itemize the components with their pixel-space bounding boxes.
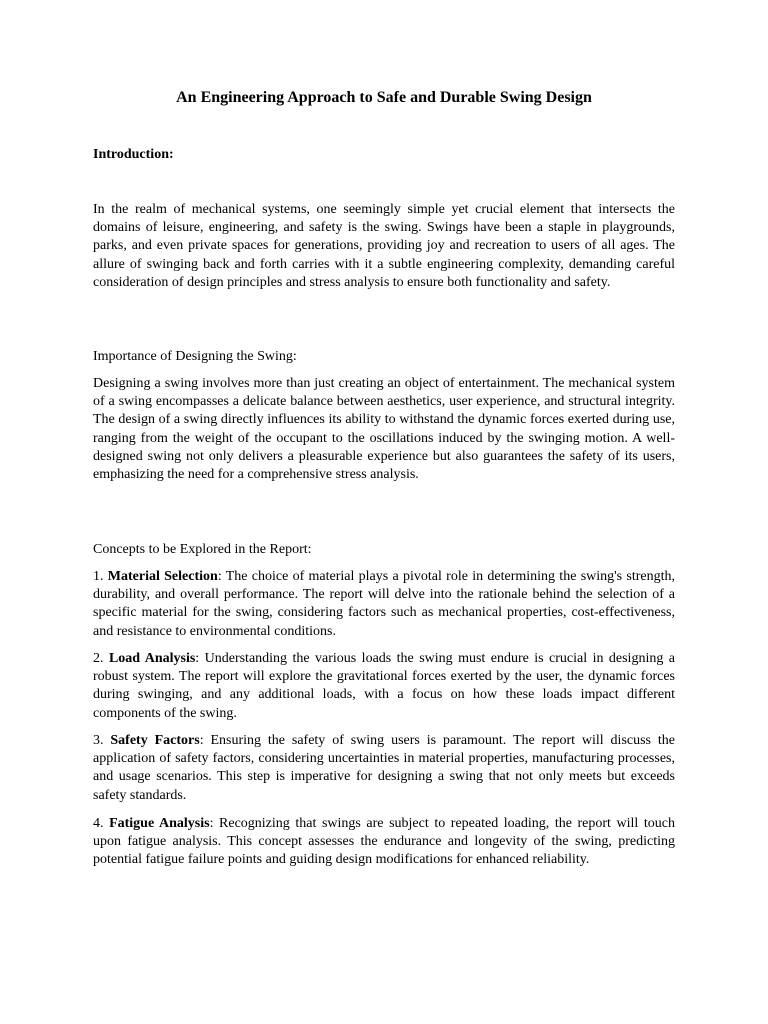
concept-text: : Understanding the various loads the swing must endure is crucial in designing a robust system. The report will explore the gravitational forces exerted by the user, the dynamic forces during swinging, and any additional loads, with a focus on how these loads impact different components of the swing. [93, 651, 675, 721]
concept-label: Material Selection [107, 569, 218, 584]
concept-item-fatigue-analysis [93, 815, 675, 870]
concept-number: 2. [93, 651, 104, 666]
document-title: An Engineering Approach to Safe and Durable Swing Design [176, 89, 592, 106]
concept-text: : Recognizing that swings are subject to repeated loading, the report will touch upon fatigue analysis. This concept assesses the endurance and longevity of the swing, predicting potential fatigue failure points and guiding design modifications for enhanced reliability. [93, 816, 675, 868]
concept-item-load-analysis [93, 650, 675, 723]
concept-item-safety-factors [93, 732, 675, 805]
importance-paragraph: Designing a swing involves more than just creating an object of entertainment. The mechanical system of a swing encompasses a delicate balance between aesthetics, user experience, and structural integrity. The design of a swing directly influences its ability to withstand the dynamic forces exerted during use, ranging from the weight of the occupant to the oscillations induced by the swinging motion. A well-designed swing not only delivers a pleasurable experience but also guarantees the safety of its users, emphasizing the need for a comprehensive stress analysis. [93, 376, 675, 483]
concept-text: : Ensuring the safety of swing users is paramount. The report will discuss the application of safety factors, considering uncertainties in material properties, manufacturing processes, and usage scenarios. This step is imperative for designing a swing that not only meets but exceeds safety standards. [93, 733, 675, 803]
concept-text: : The choice of material plays a pivotal role in determining the swing's strength, durability, and overall performance. The report will delve into the rationale behind the selection of a specific material for the swing, considering factors such as mechanical properties, cost-effectiveness, and resistance to environmental conditions. [93, 569, 675, 639]
concept-number: 4. [93, 816, 104, 831]
concept-item-material-selection [93, 568, 675, 641]
introduction-paragraph: In the realm of mechanical systems, one seemingly simple yet crucial element that intersects the domains of leisure, engineering, and safety is the swing. Swings have been a staple in playgrounds, parks, and even private spaces for generations, providing joy and recreation to users of all ages. The allure of swinging back and forth carries with it a subtle engineering complexity, demanding careful consideration of design principles and stress analysis to ensure both functionality and safety. [93, 202, 675, 290]
concepts-heading: Concepts to be Explored in the Report: [93, 542, 312, 557]
concept-label: Safety Factors [110, 733, 200, 748]
concept-number: 1. [93, 569, 104, 584]
introduction-heading: Introduction: [93, 147, 174, 162]
concept-label: Load Analysis [108, 651, 196, 666]
importance-heading: Importance of Designing the Swing: [93, 349, 297, 364]
concept-number: 3. [93, 733, 104, 748]
concept-label: Fatigue Analysis [109, 816, 210, 831]
